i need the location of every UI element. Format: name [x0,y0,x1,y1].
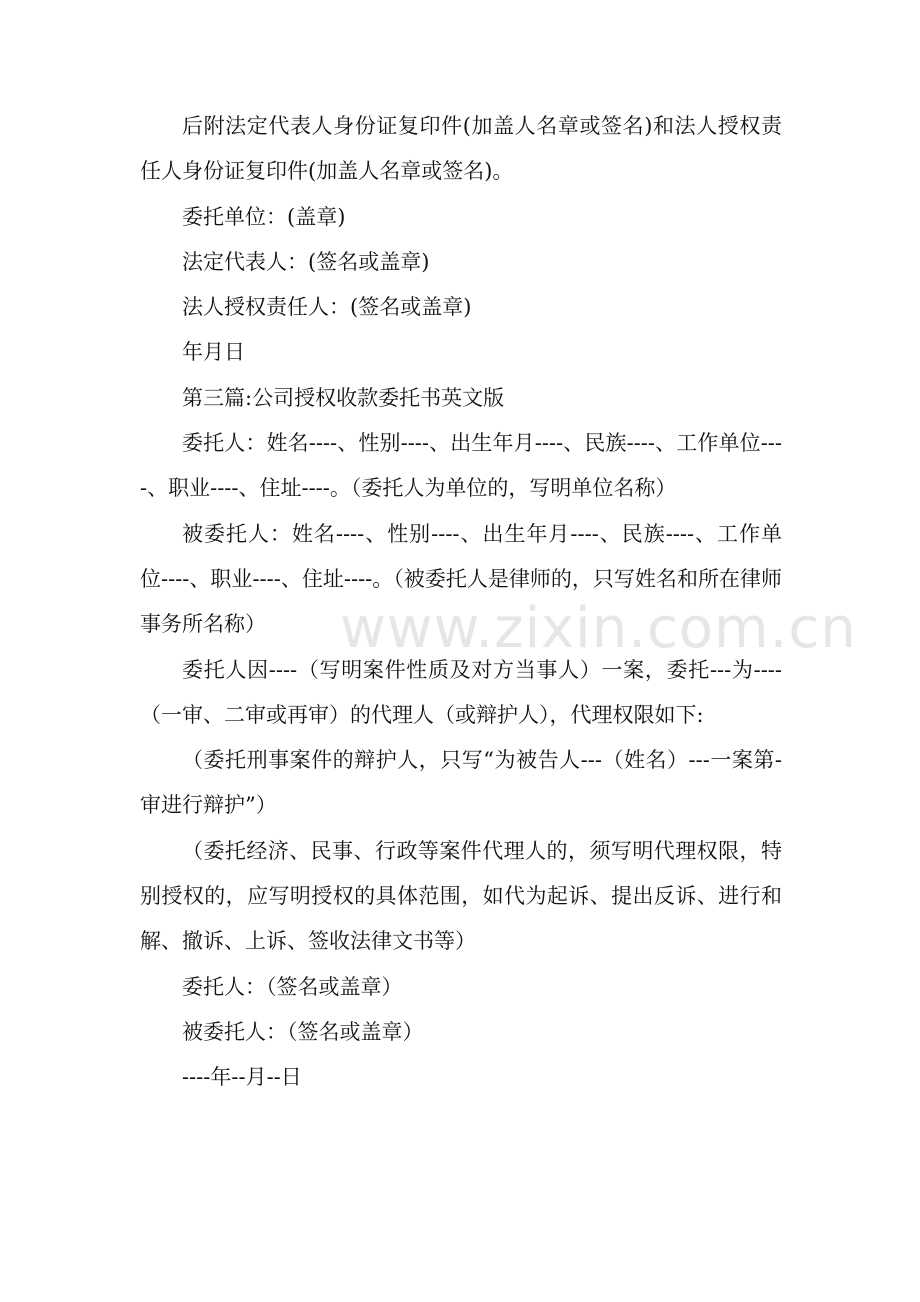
paragraph-criminal-note: （委托刑事案件的辩护人，只写“为被告人---（姓名）---一案第-审进行辩护”） [140,748,782,818]
paragraph-entrusting-unit: 委托单位：(盖章) [182,204,346,229]
paragraph-agent-signature: 被委托人：（签名或盖章） [182,1019,424,1044]
document-body [140,104,782,1101]
paragraph-authorized-person: 法人授权责任人：(签名或盖章) [182,295,472,320]
paragraph-final-date: ----年--月--日 [182,1065,302,1090]
paragraph-principal-info: 委托人：姓名----、性别----、出生年月----、民族----、工作单位----、职业----、住址----。（委托人为单位的，写明单位名称） [140,431,782,501]
paragraph-civil-note: （委托经济、民事、行政等案件代理人的，须写明代理权限，特别授权的，应写明授权的具体范围，如代为起诉、提出反诉、进行和解、撤诉、上诉、签收法律文书等） [140,838,782,954]
paragraph-agent-info: 被委托人：姓名----、性别----、出生年月----、民族----、工作单位----、职业----、住址----。（被委托人是律师的，只写姓名和所在律师事务所名称） [140,521,782,637]
watermark: www.zixin.com.cn [340,596,857,661]
paragraph-legal-representative: 法定代表人：(签名或盖章) [182,249,430,274]
paragraph-principal-signature: 委托人：（签名或盖章） [182,974,403,999]
paragraph-date-placeholder: 年月日 [182,340,245,365]
section-heading: 第三篇:公司授权收款委托书英文版 [182,385,505,410]
paragraph-attachment-note: 后附法定代表人身份证复印件(加盖人名章或签名)和法人授权责任人身份证复印件(加盖人名章或签名)。 [140,114,782,184]
paragraph-case-entrustment: 委托人因----（写明案件性质及对方当事人）一案，委托---为----（一审、二审或再审）的代理人（或辩护人），代理权限如下: [140,657,782,727]
